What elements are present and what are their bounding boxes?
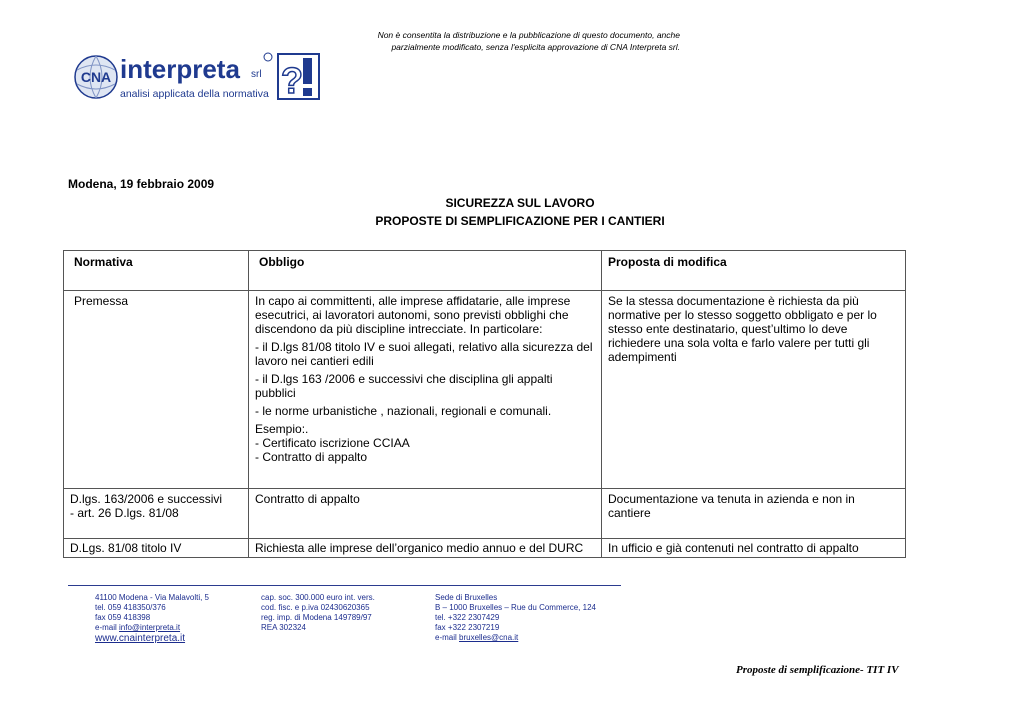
- footer-tax-code: cod. fisc. e p.iva 02430620365: [261, 603, 370, 612]
- footer-fax: fax 059 418398: [95, 613, 151, 622]
- footer-email-row: e-mail info@interpreta.it: [95, 623, 181, 632]
- header-obbligo: Obbligo: [249, 251, 602, 291]
- brussels-email-link[interactable]: bruxelles@cna.it: [459, 633, 519, 642]
- footer-modena-address: [95, 593, 209, 645]
- logo-suffix-text: srl: [251, 69, 262, 80]
- footer-brussels-tel: tel. +322 2307429: [435, 613, 500, 622]
- footer-tel: tel. 059 418350/376: [95, 603, 166, 612]
- cell-obbligo: Richiesta alle imprese dell’organico medio annuo e del DURC: [249, 539, 602, 558]
- cna-interpreta-logo: [74, 50, 326, 104]
- table-row: [64, 489, 906, 539]
- footer-brussels-address: [435, 593, 596, 643]
- cna-globe-icon: [75, 56, 117, 98]
- footer-address: 41100 Modena - Via Malavolti, 5: [95, 593, 209, 602]
- cell-normativa: D.Lgs. 81/08 titolo IV: [64, 539, 249, 558]
- cell-obbligo: In capo ai committenti, alle imprese affidatarie, alle imprese esecutrici, ai lavoratori autonomi, sono previsti obblighi che discendono da più discipline intrecciate. In particolare: - il D.lgs 81/08 titolo IV e suoi allegati, relativo alla sicurezza del lavoro nei cantieri edili - il D.lgs 163 /2006 e successivi che disciplina gli appalti pubblici - le norme urbanistiche , nazionali, regionali e comunali. Esempio:. - Certificato iscrizione CCIAA - Contratto di appalto: [249, 291, 602, 489]
- notice-line-2: parzialmente modificato, senza l'esplicita approvazione di CNA Interpreta srl.: [391, 42, 680, 52]
- footer-company-info: [261, 593, 375, 633]
- cell-normativa: D.lgs. 163/2006 e successivi - art. 26 D.lgs. 81/08: [64, 489, 249, 539]
- logo-org-text: CNA: [80, 69, 112, 85]
- document-date: Modena, 19 febbraio 2009: [68, 177, 215, 191]
- email-link[interactable]: info@interpreta.it: [119, 623, 181, 632]
- page-footer-title: Proposte di semplificazione- TIT IV: [736, 664, 899, 676]
- footer-divider: [68, 585, 621, 586]
- svg-text:?: ?: [281, 60, 303, 101]
- footer-brussels-email-row: e-mail bruxelles@cna.it: [435, 633, 519, 642]
- notice-line-1: Non è consentita la distribuzione e la pubblicazione di questo documento, anche: [377, 30, 680, 40]
- document-title: SICUREZZA SUL LAVORO: [445, 196, 595, 210]
- header-proposta: Proposta di modifica: [602, 251, 906, 291]
- logo-tagline-text: analisi applicata della normativa: [120, 88, 269, 100]
- footer-brussels-street: B – 1000 Bruxelles – Rue du Commerce, 124: [435, 603, 596, 612]
- cell-proposta: Se la stessa documentazione è richiesta da più normative per lo stesso soggetto obbligato e per lo stesso ente destinatario, quest’ultimo lo deve richiedere una sola volta e farlo valere per tutti gli adempimenti: [602, 291, 906, 489]
- cell-proposta: Documentazione va tenuta in azienda e non in cantiere: [602, 489, 906, 539]
- table-row: [64, 291, 906, 489]
- footer-registry: reg. imp. di Modena 149789/97: [261, 613, 372, 622]
- footer-capital: cap. soc. 300.000 euro int. vers.: [261, 593, 375, 602]
- proposals-table: [63, 250, 906, 558]
- table-row: [64, 539, 906, 558]
- cell-normativa: Premessa: [64, 291, 249, 489]
- header-normativa: Normativa: [64, 251, 249, 291]
- table-header-row: [64, 251, 906, 291]
- website-link[interactable]: www.cnainterpreta.it: [95, 633, 186, 644]
- document-subtitle: PROPOSTE DI SEMPLIFICAZIONE PER I CANTIERI: [375, 214, 665, 228]
- logo-brand-text: interpreta: [120, 54, 240, 84]
- footer-brussels-title: Sede di Bruxelles: [435, 593, 498, 602]
- footer-brussels-fax: fax +322 2307219: [435, 623, 500, 632]
- distribution-notice: [330, 29, 680, 53]
- cell-proposta: In ufficio e già contenuti nel contratto di appalto: [602, 539, 906, 558]
- footer-rea: REA 302324: [261, 623, 306, 632]
- cell-obbligo: Contratto di appalto: [249, 489, 602, 539]
- question-exclamation-icon: [278, 54, 319, 101]
